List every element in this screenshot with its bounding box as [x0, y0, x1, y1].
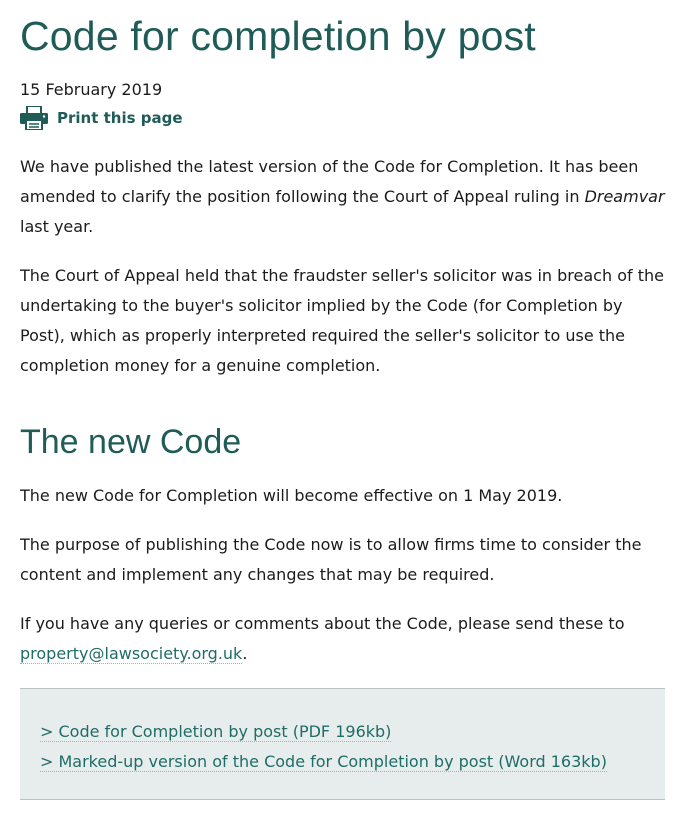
print-label[interactable]: Print this page [57, 109, 183, 127]
print-this-page-link[interactable] [20, 106, 665, 130]
email-link[interactable]: property@lawsociety.org.uk [20, 644, 243, 663]
download-link-code-pdf[interactable] [40, 717, 645, 747]
download-link-label: > Marked-up version of the Code for Completion by post (Word 163kb) [40, 752, 607, 771]
intro-paragraph-1 [20, 152, 665, 242]
download-link-label: > Code for Completion by post (PDF 196kb) [40, 722, 392, 741]
section-paragraph-3 [20, 609, 665, 669]
queries-text-end: . [242, 644, 248, 663]
intro-text-start: We have published the latest version of the Code for Completion. It has been amended to clarify the position following the Court of Appeal ruling in [20, 157, 639, 206]
intro-text-end: last year. [20, 217, 94, 236]
section-heading: The new Code [20, 423, 242, 461]
intro-paragraph-2: The Court of Appeal held that the fraudster seller's solicitor was in breach of the undertaking to the buyer's solicitor implied by the Code (for Completion by Post), which as properly interpreted required the seller's solicitor to use the completion money for a genuine completion. [20, 266, 664, 375]
download-link-marked-up-word[interactable] [40, 747, 645, 777]
publish-date: 15 February 2019 [20, 80, 163, 99]
section-paragraph-2: The purpose of publishing the Code now is to allow firms time to consider the content and implement any changes that may be required. [20, 535, 642, 584]
case-name: Dreamvar [584, 187, 665, 206]
printer-icon [20, 106, 48, 130]
page-title: Code for completion by post [20, 13, 536, 59]
downloads-panel [20, 688, 665, 800]
section-paragraph-1: The new Code for Completion will become effective on 1 May 2019. [20, 486, 563, 505]
queries-text: If you have any queries or comments about the Code, please send these to [20, 614, 625, 633]
